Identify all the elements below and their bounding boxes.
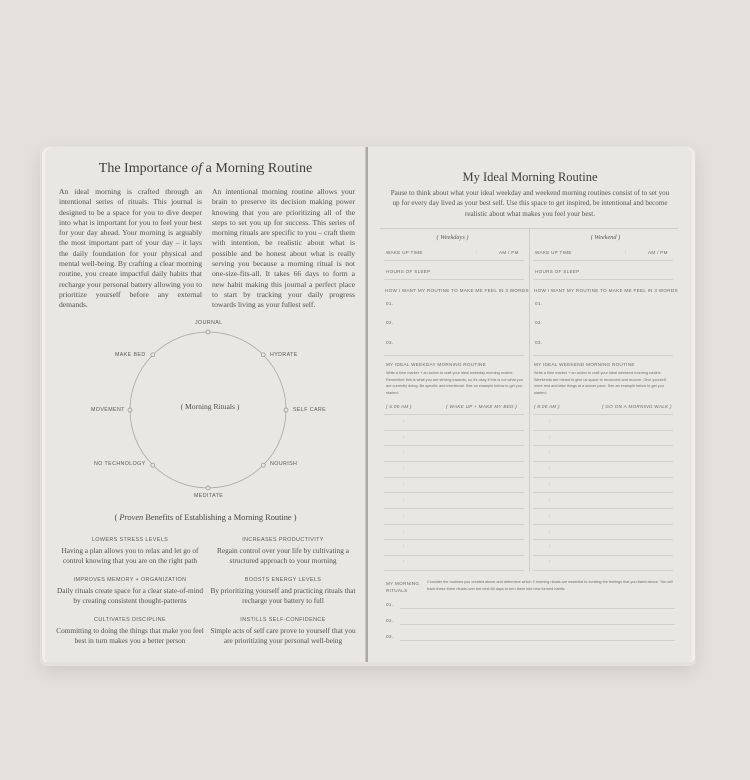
routine-line[interactable]	[384, 414, 524, 415]
right-page-title: My Ideal Morning Routine	[462, 170, 598, 184]
left-page	[45, 147, 366, 662]
morning-rituals-wheel	[75, 315, 345, 500]
routine-line[interactable]	[533, 539, 673, 540]
ritual-03-label: 03.	[386, 634, 394, 639]
weekend-header: ( Weekend )	[590, 234, 621, 241]
weekday-feel-01[interactable]: 01.	[386, 301, 394, 306]
ritual-self-care: SELF CARE	[293, 407, 327, 413]
morning-rituals-desc: Consider the routines you created above and determine which 3 morning rituals are essential to evoking the feelings that you listed above. You will track these three rituals over the next 66 days to turn them into new formed habits.	[427, 580, 673, 591]
weekend-feel-01[interactable]: 01.	[535, 301, 543, 306]
time-colon: :	[549, 559, 551, 565]
benefit-energy: BOOSTS ENERGY LEVELS By prioritizing yourself and practicing rituals that recharge your battery to full	[210, 577, 356, 605]
intro-column-2: An intentional morning routine allows your brain to preserve its decision making power knowing that you are prioritizing all of the steps to set you up for success. This series of morning rituals are specific to you – craft them with intention, be realistic about what is possible and be honest about what is really serving you because a morning ritual is not one-size-fits-all. It takes 66 days to form a new habit making this journal a perfect place to start by tracking your daily progress towards living as your fullest self.	[212, 187, 355, 310]
weekday-wake-up-colon: :	[476, 249, 478, 255]
time-colon: :	[403, 482, 405, 488]
weekend-routine-desc: Write a time marker + an action to craft your ideal weekend morning routine. Weekends are meant to give us space to reconnect and recover. Give yourself more rest and take things at a slower pace. See an example below to get you started:	[534, 371, 666, 395]
divider	[533, 355, 673, 356]
routine-line[interactable]	[533, 414, 673, 415]
ritual-02-label: 02.	[386, 618, 394, 623]
weekend-sleep-input[interactable]	[533, 279, 673, 280]
ritual-no-technology: NO TECHNOLOGY	[94, 461, 146, 467]
wheel-center-label: ( Morning Rituals )	[180, 402, 240, 411]
weekend-ampm: AM / PM	[648, 250, 668, 255]
time-colon: :	[549, 450, 551, 456]
routine-line[interactable]	[533, 461, 673, 462]
routine-line[interactable]	[384, 430, 524, 431]
time-colon: :	[403, 419, 405, 425]
ritual-journal: JOURNAL	[195, 320, 223, 326]
weekday-feel-label: HOW I WANT MY ROUTINE TO MAKE ME FEEL IN 3 WORDS	[385, 288, 529, 293]
benefit-discipline: CULTIVATES DISCIPLINE Committing to doing the things that make you feel best in turn makes you a better person	[56, 617, 204, 645]
weekend-feel-02[interactable]: 02.	[535, 320, 543, 325]
routine-line[interactable]	[384, 539, 524, 540]
weekday-wake-up-input[interactable]	[384, 260, 524, 261]
ritual-01-input[interactable]	[400, 608, 675, 609]
weekday-feel-02[interactable]: 02.	[386, 320, 394, 325]
routine-line[interactable]	[533, 492, 673, 493]
weekend-example-action: ( GO ON A MORNING WALK )	[602, 404, 672, 409]
routine-line[interactable]	[533, 430, 673, 431]
weekend-wake-up-label: WAKE UP TIME	[535, 250, 572, 255]
ritual-movement: MOVEMENT	[91, 407, 125, 413]
time-colon: :	[403, 450, 405, 456]
morning-rituals-label: MY MORNING RITUALS	[386, 581, 420, 593]
time-colon: :	[403, 513, 405, 519]
routine-line[interactable]	[533, 555, 673, 556]
weekend-routine-label: MY IDEAL WEEKEND MORNING ROUTINE	[534, 362, 635, 367]
weekend-sleep-label: HOURS OF SLEEP	[535, 269, 580, 274]
right-page	[368, 147, 692, 662]
weekday-wake-up-label: WAKE UP TIME	[386, 250, 423, 255]
ritual-make-bed: MAKE BED	[115, 352, 146, 358]
weekend-example-time: ( 8:00 AM )	[534, 404, 560, 409]
benefit-self-confidence: INSTILLS SELF-CONFIDENCE Simple acts of self care prove to yourself that you are prioritizing your personal well-being	[210, 617, 356, 645]
weekday-routine-desc: Write a time marker + an action to craft your ideal weekday morning routine. Remember this is what you are striving towards, so it's okay if this is not what you are currently doing. Be specific and intentional. See an example below to get you started:	[386, 371, 523, 395]
routine-line[interactable]	[533, 445, 673, 446]
time-colon: :	[403, 497, 405, 503]
routine-line[interactable]	[384, 492, 524, 493]
weekday-ampm: AM / PM	[499, 250, 519, 255]
ritual-nourish: NOURISH	[270, 461, 298, 467]
routine-line[interactable]	[384, 461, 524, 462]
routine-line[interactable]	[384, 555, 524, 556]
routine-line[interactable]	[384, 445, 524, 446]
ritual-03-input[interactable]	[400, 640, 675, 641]
intro-column-1: An ideal morning is crafted through an intentional series of rituals. This journal is designed to be a space for you to dive deeper into what is important for you to feel your best for your day ahead. Your morning is arguably the most important part of your day – it lays the daily foundation for your physical and mental well-being. By crafting a clear morning routine, you create impactful daily habits that recharge your personal battery allowing you to prioritize yourself before any external demands.	[59, 187, 202, 310]
weekday-feel-03[interactable]: 03.	[386, 340, 394, 345]
right-page-intro: Pause to think about what your ideal weekday and weekend morning routines consist of to set you up for every day lived as your best self. Use this space to get inspired, be intentional and become realistic about what makes you feel your best.	[390, 189, 670, 218]
ritual-hydrate: HYDRATE	[270, 352, 298, 358]
divider	[384, 355, 524, 356]
benefit-memory: IMPROVES MEMORY + ORGANIZATION Daily rituals create space for a clear state-of-mind by creating consistent thought-patterns	[56, 577, 204, 605]
time-colon: :	[403, 529, 405, 535]
ritual-02-input[interactable]	[400, 624, 675, 625]
routine-line[interactable]	[533, 508, 673, 509]
time-colon: :	[549, 482, 551, 488]
benefits-title: ( Proven Benefits of Establishing a Morning Routine )	[114, 513, 297, 522]
routine-line[interactable]	[533, 570, 673, 571]
weekday-example-time: ( 6:00 AM )	[386, 404, 412, 409]
weekday-sleep-label: HOURS OF SLEEP	[386, 269, 431, 274]
time-colon: :	[403, 435, 405, 441]
weekday-example-action: ( WAKE UP + MAKE MY BED )	[446, 404, 518, 409]
weekday-sleep-input[interactable]	[384, 279, 524, 280]
benefit-stress: LOWERS STRESS LEVELS Having a plan allows you to relax and let go of control knowing that you are on the right path	[61, 537, 199, 565]
time-colon: :	[549, 435, 551, 441]
weekday-routine-label: MY IDEAL WEEKDAY MORNING ROUTINE	[386, 362, 487, 367]
time-colon: :	[403, 544, 405, 550]
time-colon: :	[549, 419, 551, 425]
routine-line[interactable]	[384, 570, 524, 571]
weekend-wake-up-input[interactable]	[533, 260, 673, 261]
benefit-productivity: INCREASES PRODUCTIVITY Regain control over your life by cultivating a structured approach to your morning	[217, 537, 349, 565]
weekend-wake-up-colon: :	[625, 249, 627, 255]
time-colon: :	[549, 513, 551, 519]
time-colon: :	[403, 466, 405, 472]
weekdays-header: ( Weekdays )	[436, 234, 469, 241]
time-colon: :	[549, 544, 551, 550]
ritual-01-label: 01.	[386, 602, 394, 607]
routine-line[interactable]	[384, 524, 524, 525]
routine-line[interactable]	[384, 508, 524, 509]
routine-line[interactable]	[533, 524, 673, 525]
time-colon: :	[549, 529, 551, 535]
column-divider	[529, 228, 530, 571]
time-colon: :	[549, 497, 551, 503]
weekend-feel-03[interactable]: 03.	[535, 340, 543, 345]
routine-line[interactable]	[533, 477, 673, 478]
routine-line[interactable]	[384, 477, 524, 478]
left-page-title: The Importance of a Morning Routine	[98, 161, 313, 176]
ritual-meditate: MEDITATE	[194, 493, 224, 499]
weekend-feel-label: HOW I WANT MY ROUTINE TO MAKE ME FEEL IN 3 WORDS	[534, 288, 678, 293]
time-colon: :	[549, 466, 551, 472]
time-colon: :	[403, 559, 405, 565]
